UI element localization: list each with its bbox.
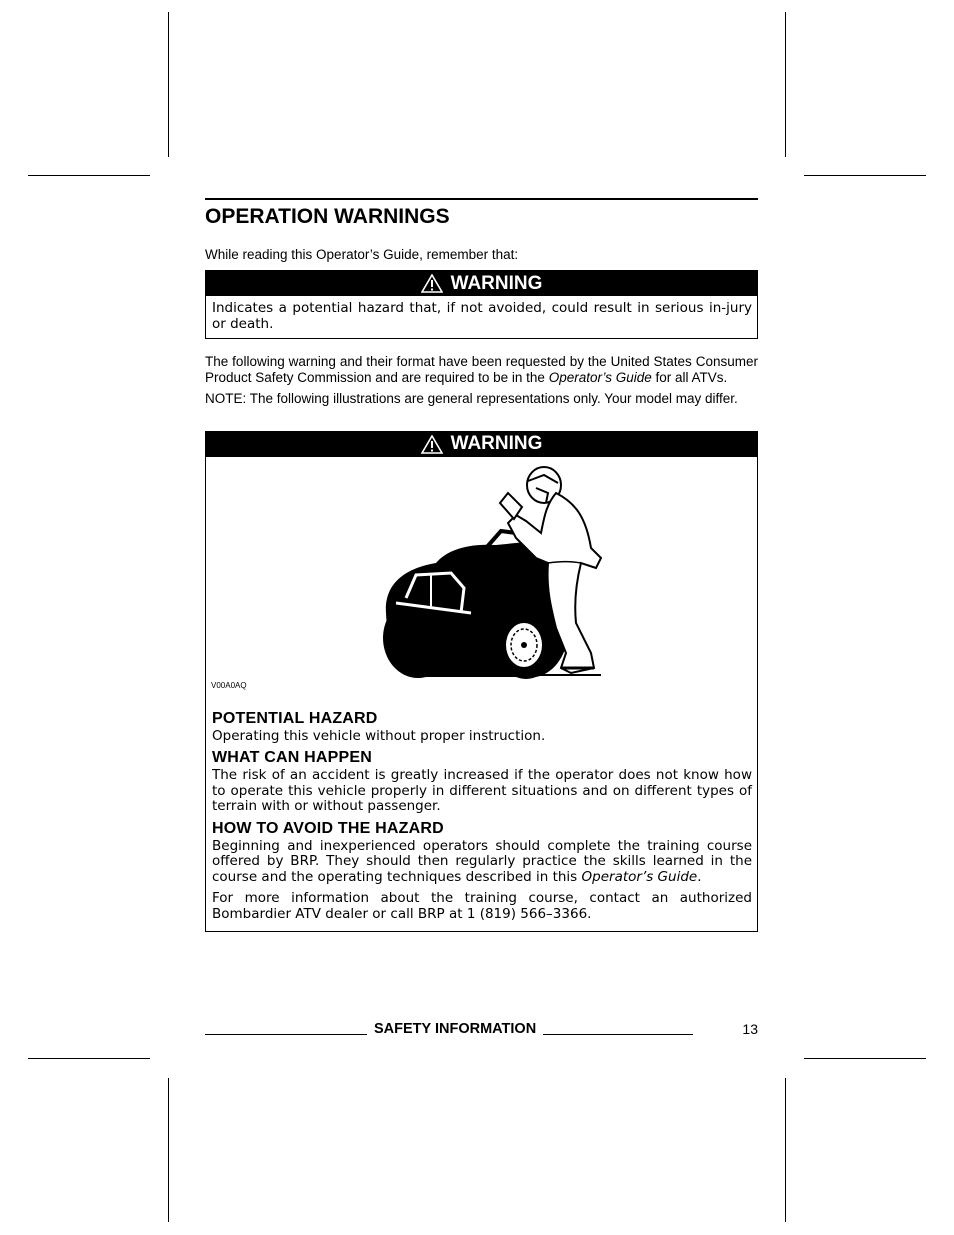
note-paragraph <box>205 391 758 407</box>
warning-definition: Indicates a potential hazard that, if not avoided, could result in serious in-jury or death. <box>212 300 752 332</box>
footer-rule <box>543 1023 693 1035</box>
crop-mark <box>804 175 926 176</box>
crop-mark <box>28 1058 150 1059</box>
contact-text: For more information about the training course, contact an authorized Bombardier ATV dealer or call BRP at 1 (819) 566–3366. <box>212 890 752 922</box>
crop-mark <box>168 1078 169 1222</box>
how-to-avoid-text-end: . <box>697 868 702 885</box>
warning-header <box>206 432 757 457</box>
note-label: NOTE: <box>205 391 247 406</box>
warning-triangle-icon <box>421 274 443 293</box>
what-can-happen-text: The risk of an accident is greatly increased if the operator does not know how to operate this vehicle properly in different situations and on different types of terrain with or without passenger. <box>212 767 752 814</box>
crop-mark <box>785 12 786 157</box>
page-content <box>205 198 758 932</box>
crop-mark <box>168 12 169 157</box>
cpsc-paragraph <box>205 354 758 385</box>
intro-text: While reading this Operator’s Guide, remember that: <box>205 247 519 262</box>
warning-details <box>206 709 757 932</box>
atv-warning-box <box>205 431 758 933</box>
page-footer <box>205 1021 758 1037</box>
crop-mark <box>804 1058 926 1059</box>
what-can-happen-heading: WHAT CAN HAPPEN <box>212 749 373 766</box>
page-number: 13 <box>742 1021 758 1037</box>
warning-triangle-icon <box>421 435 443 454</box>
atv-rider-illustration <box>376 463 616 685</box>
crop-mark <box>28 175 150 176</box>
warning-label: WARNING <box>450 272 543 294</box>
warning-header <box>206 271 757 296</box>
potential-hazard-heading: POTENTIAL HAZARD <box>212 709 378 727</box>
title-rule <box>205 198 758 200</box>
potential-hazard-text: Operating this vehicle without proper instruction. <box>212 727 546 744</box>
footer-rule <box>205 1023 367 1035</box>
illustration-code: V00A0AQ <box>211 680 247 690</box>
illustration-area <box>206 457 757 707</box>
how-to-avoid-heading: HOW TO AVOID THE HAZARD <box>212 819 444 837</box>
page-title: OPERATION WARNINGS <box>205 205 450 228</box>
crop-mark <box>785 1078 786 1222</box>
warning-definition-box <box>205 270 758 339</box>
cpsc-text-italic: Operator’s Guide <box>548 369 652 385</box>
how-to-avoid-text-start: Beginning and inexperienced operators should complete the training course offered by BRP. They should then regularly practice the skills learned in the course and the operating techniques described in this <box>212 837 752 885</box>
warning-label: WARNING <box>450 433 543 454</box>
how-to-avoid-text <box>212 839 752 886</box>
cpsc-text-start: The following warning and their format have been requested by the United States Consumer Product Safety Commission and are required to be in the <box>205 354 758 385</box>
footer-section: SAFETY INFORMATION <box>374 1021 537 1037</box>
note-text: The following illustrations are general representations only. Your model may differ. <box>246 391 738 406</box>
how-to-avoid-text-italic: Operator’s Guide <box>581 868 698 885</box>
cpsc-text-end: for all ATVs. <box>651 369 728 385</box>
